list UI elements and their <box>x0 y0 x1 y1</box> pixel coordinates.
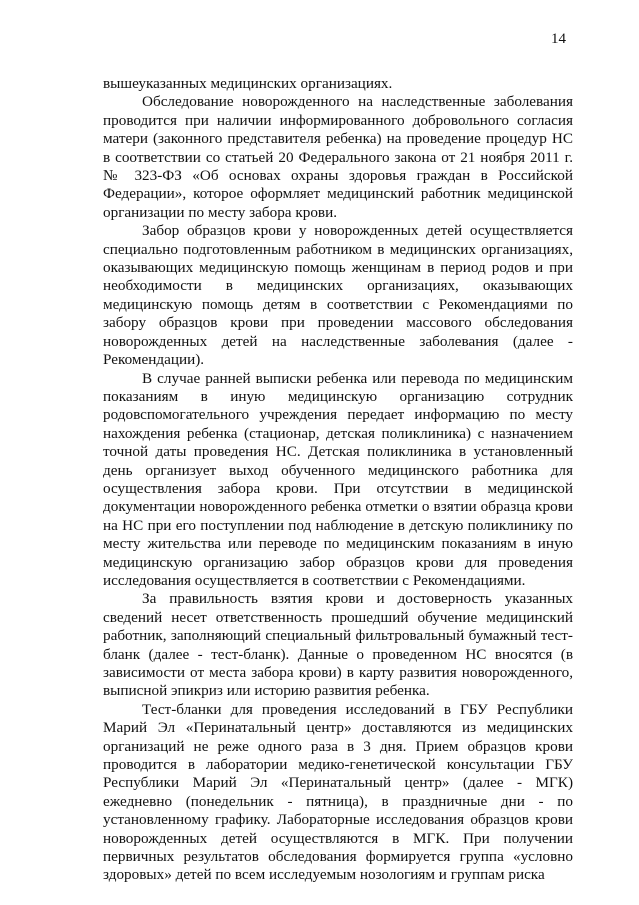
paragraph-test-blanks: Тест-бланки для проведения исследований в ГБУ Республики Марий Эл «Перинатальный центр» доставляются из медицинских организаций не реже одного раза в 3 дня. Прием образцов крови проводится в лаборатории медико-генетической консультации ГБУ Республики Марий Эл «Перинатальный центр» (далее - МГК) ежедневно (понедельник - пятница), в праздничные дни - по установленному графику. Лабораторные исследования образцов крови новорожденных детей осуществляются в МГК. При получении первичных результатов обследования формируется группа «условно здоровых» детей по всем исследуемым нозологиям и группам риска <box>103 700 573 884</box>
paragraph-responsibility: За правильность взятия крови и достоверность указанных сведений несет ответственность прошедший обучение медицинский работник, заполняющий специальный фильтровальный бумажный тест-бланк (далее - тест-бланк). Данные о проведенном НС вносятся (в зависимости от места забора крови) в карту развития новорожденного, выписной эпикриз или историю развития ребенка. <box>103 590 573 700</box>
paragraph-early-discharge: В случае ранней выписки ребенка или перевода по медицинским показаниям в иную медицинскую организацию сотрудник родовспомогательного учреждения передает информацию по месту нахождения ребенка (стационар, детская поликлиника) с назначением точной даты проведения НС. Детская поликлиника в установленный день организует выход обученного медицинского работника для осуществления забора крови. При отсутствии в медицинской документации новорожденного ребенка отметки о взятии образца крови на НС при его поступлении под наблюдение в детскую поликлинику по месту жительства или переводе по медицинским показаниям в иную медицинскую организацию забор образцов крови для проведения исследования осуществляется в соответствии с Рекомендациями. <box>103 369 573 589</box>
document-body <box>103 75 573 885</box>
paragraph-blood-sampling: Забор образцов крови у новорожденных детей осуществляется специально подготовленным работником в медицинских организациях, оказывающих медицинскую помощь женщинам в период родов и при необходимости в медицинских организациях, оказывающих медицинскую помощь детям в соответствии с Рекомендациями по забору образцов крови при проведении массового обследования новорожденных детей на наследственные заболевания (далее - Рекомендации). <box>103 222 573 369</box>
paragraph-consent: Обследование новорожденного на наследственные заболевания проводится при наличии информированного добровольного согласия матери (законного представителя ребенка) на проведение процедур НС в соответствии со статьей 20 Федерального закона от 21 ноября 2011 г. № 323-ФЗ «Об основах охраны здоровья граждан в Российской Федерации», которое оформляет медицинский работник медицинской организации по месту забора крови. <box>103 93 573 221</box>
paragraph-continuation: вышеуказанных медицинских организациях. <box>103 75 393 92</box>
page-number: 14 <box>551 31 566 47</box>
